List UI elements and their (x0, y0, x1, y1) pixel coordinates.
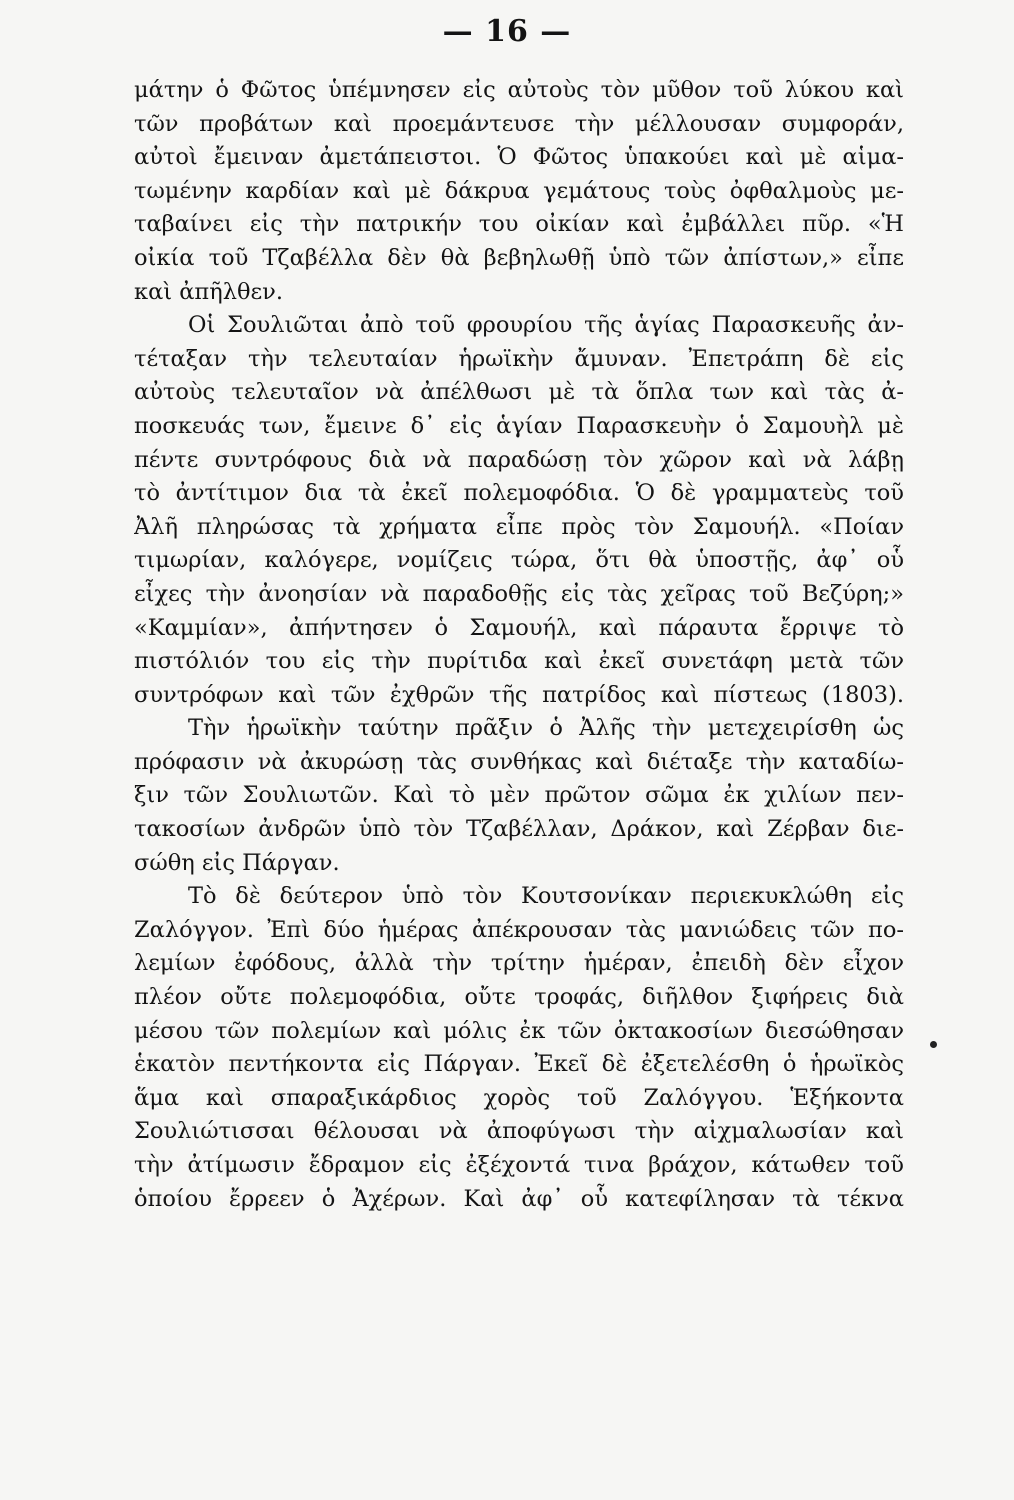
text-line: μάτην ὁ Φῶτος ὑπέμνησεν εἰς αὐτοὺς τὸν μῦθον τοῦ λύκου καὶ (134, 77, 904, 103)
text-line: τὸ ἀντίτιμον δια τὰ ἐκεῖ πολεμοφόδια. Ὁ δὲ γραμματεὺς τοῦ (134, 480, 904, 507)
text-line: καὶ ἀπῆλθεν. (134, 278, 283, 305)
text-line: ἅμα καὶ σπαραξικάρδιος χορὸς τοῦ Ζαλόγγου. Ἑξήκοντα (134, 1084, 904, 1111)
text-line: πλέον οὔτε πολεμοφόδια, οὔτε τροφάς, διῆλθον ξιφήρεις διὰ (134, 984, 904, 1011)
text-line: Ζαλόγγον. Ἐπὶ δύο ἡμέρας ἀπέκρουσαν τὰς μανιώδεις τῶν πο- (134, 916, 904, 943)
text-line: συντρόφων καὶ τῶν ἐχθρῶν τῆς πατρίδος καὶ πίστεως (1803). (134, 681, 904, 708)
text-line: αὐτοὺς τελευταῖον νὰ ἀπέλθωσι μὲ τὰ ὅπλα των καὶ τὰς ἀ- (134, 379, 904, 406)
text-line: μέσου τῶν πολεμίων καὶ μόλις ἐκ τῶν ὀκτακοσίων διεσώθησαν (134, 1017, 904, 1044)
text-line: σώθη εἰς Πάργαν. (134, 849, 340, 876)
text-line: εἶχες τὴν ἀνοησίαν νὰ παραδοθῇς εἰς τὰς χεῖρας τοῦ Βεζύρη;» (134, 580, 904, 607)
text-line: αὐτοὶ ἔμειναν ἀμετάπειστοι. Ὁ Φῶτος ὑπακούει καὶ μὲ αἱμα- (134, 144, 904, 171)
text-line: ταβαίνει εἰς τὴν πατρικήν του οἰκίαν καὶ ἐμβάλλει πῦρ. «Ἡ (134, 211, 904, 238)
text-line: Οἱ Σουλιῶται ἀπὸ τοῦ φρουρίου τῆς ἁγίας Παρασκευῆς ἀν- (188, 312, 904, 339)
text-line: ἑκατὸν πεντήκοντα εἰς Πάργαν. Ἐκεῖ δὲ ἐξετελέσθη ὁ ἡρωϊκὸς (134, 1051, 904, 1078)
text-line: Τὴν ἡρωϊκὴν ταύτην πρᾶξιν ὁ Ἀλῆς τὴν μετεχειρίσθη ὡς (188, 715, 904, 742)
text-line: τακοσίων ἀνδρῶν ὑπὸ τὸν Τζαβέλλαν, Δράκον, καὶ Ζέρβαν διε- (134, 816, 904, 843)
text-line: «Καμμίαν», ἀπήντησεν ὁ Σαμουήλ, καὶ πάραυτα ἔρριψε τὸ (134, 614, 904, 641)
text-line: τέταξαν τὴν τελευταίαν ἡρωϊκὴν ἄμυναν. Ἐπετράπη δὲ εἰς (134, 345, 904, 372)
text-line: ὁποίου ἔρρεεν ὁ Ἀχέρων. Καὶ ἀφ᾽ οὗ κατεφίλησαν τὰ τέκνα (134, 1185, 904, 1212)
page-number: — 16 — (442, 14, 572, 49)
text-line: πρόφασιν νὰ ἀκυρώσῃ τὰς συνθήκας καὶ διέταξε τὴν καταδίω- (134, 748, 904, 775)
text-line: τιμωρίαν, καλόγερε, νομίζεις τώρα, ὅτι θὰ ὑποστῇς, ἀφ᾽ οὗ (134, 547, 904, 574)
text-line: τωμένην καρδίαν καὶ μὲ δάκρυα γεμάτους τοὺς ὀφθαλμοὺς με- (134, 177, 904, 204)
ink-spot (930, 1041, 937, 1048)
text-line: τὴν ἀτίμωσιν ἔδραμον εἰς ἐξέχοντά τινα βράχον, κάτωθεν τοῦ (134, 1152, 904, 1178)
text-line: τῶν προβάτων καὶ προεμάντευσε τὴν μέλλουσαν συμφοράν, (134, 110, 904, 137)
text-line: πιστόλιόν του εἰς τὴν πυρίτιδα καὶ ἐκεῖ συνετάφη μετὰ τῶν (134, 648, 904, 675)
text-line: Ἀλῆ πληρώσας τὰ χρήματα εἶπε πρὸς τὸν Σαμουήλ. «Ποίαν (134, 513, 904, 540)
text-line: οἰκία τοῦ Τζαβέλλα δὲν θὰ βεβηλωθῇ ὑπὸ τῶν ἀπίστων,» εἶπε (134, 244, 904, 271)
text-line: ποσκευάς των, ἔμεινε δ᾽ εἰς ἁγίαν Παρασκευὴν ὁ Σαμουὴλ μὲ (134, 412, 904, 439)
text-line: λεμίων ἐφόδους, ἀλλὰ τὴν τρίτην ἡμέραν, ἐπειδὴ δὲν εἶχον (134, 950, 904, 977)
text-line: Σουλιώτισσαι θέλουσαι νὰ ἀποφύγωσι τὴν αἰχμαλωσίαν καὶ (134, 1118, 904, 1145)
text-line: ξιν τῶν Σουλιωτῶν. Καὶ τὸ μὲν πρῶτον σῶμα ἐκ χιλίων πεν- (134, 782, 904, 809)
text-line: πέντε συντρόφους διὰ νὰ παραδώσῃ τὸν χῶρον καὶ νὰ λάβῃ (134, 446, 904, 473)
text-line: Τὸ δὲ δεύτερον ὑπὸ τὸν Κουτσονίκαν περιεκυκλώθη εἰς (188, 883, 904, 910)
body-text (134, 74, 904, 1216)
